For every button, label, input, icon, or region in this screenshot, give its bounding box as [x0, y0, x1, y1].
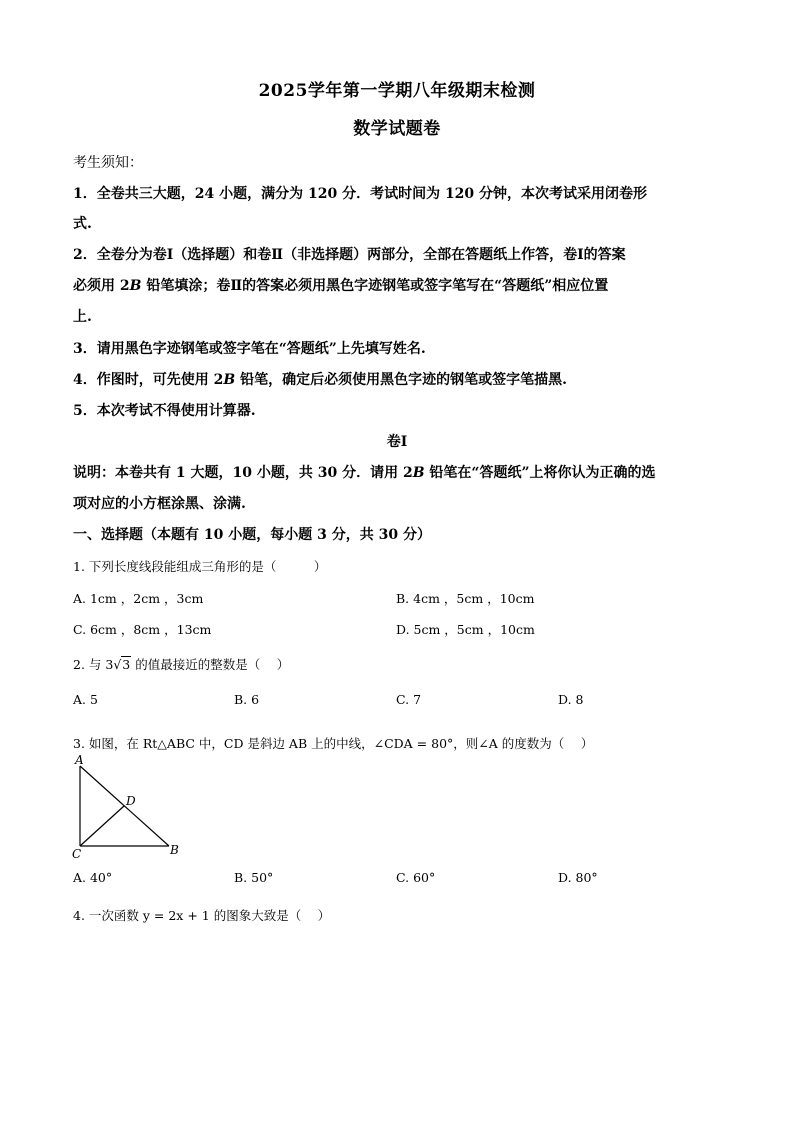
question-3-option-a: A. 40°	[73, 870, 113, 885]
question-2-option-d: D. 8	[558, 692, 584, 707]
section-description-cont: 项对应的小方框涂黑、涂满.	[73, 496, 246, 512]
vertex-label-a: A	[75, 753, 84, 767]
page-subtitle: 数学试题卷	[353, 119, 441, 139]
question-2-option-c: C. 7	[396, 692, 422, 707]
notice-item-1-cont: 式.	[73, 216, 92, 232]
question-2-option-b: B. 6	[234, 692, 260, 707]
section-title: 卷Ⅰ	[386, 434, 408, 450]
notice-item-5: 5．本次考试不得使用计算器.	[73, 403, 256, 419]
question-2-option-a: A. 5	[73, 692, 98, 707]
section-description: 说明：本卷共有 1 大题，10 小题，共 30 分．请用 2B 铅笔在“答题纸”上将你认为正确的选	[73, 465, 656, 481]
median-cd	[80, 806, 124, 846]
triangle-figure	[68, 752, 188, 862]
notice-item-3: 3．请用黑色字迹钢笔或签字笔在“答题纸”上先填写姓名.	[73, 341, 426, 357]
question-2-stem: 2. 与 3√3 的值最接近的整数是（ ）	[73, 657, 290, 672]
question-1-stem: 1. 下列长度线段能组成三角形的是（ ）	[73, 559, 327, 574]
vertex-label-b: B	[170, 843, 179, 857]
vertex-label-c: C	[72, 847, 82, 861]
page-title: 2025学年第一学期八年级期末检测	[258, 81, 536, 101]
notice-item-2: 2．全卷分为卷Ⅰ（选择题）和卷Ⅱ（非选择题）两部分，全部在答题纸上作答，卷Ⅰ的答案	[73, 247, 626, 263]
question-1-option-c: C. 6cm ，8cm ，13cm	[73, 622, 212, 637]
question-3-stem: 3. 如图，在 Rt△ABC 中，CD 是斜边 AB 上的中线，∠CDA = 80°，则∠A 的度数为（ ）	[73, 736, 594, 751]
notice-item-2-cont: 必须用 2B 铅笔填涂；卷Ⅱ的答案必须用黑色字迹钢笔或签字笔写在“答题纸”相应位置	[73, 278, 609, 294]
question-1-option-b: B. 4cm ，5cm ，10cm	[396, 591, 535, 606]
notice-item-2-end: 上.	[73, 309, 92, 325]
question-4-stem: 4. 一次函数 y = 2x + 1 的图象大致是（ ）	[73, 908, 331, 923]
notice-item-1: 1．全卷共三大题，24 小题，满分为 120 分．考试时间为 120 分钟，本次考试采用闭卷形	[73, 186, 648, 202]
sqrt-symbol: √3	[113, 657, 131, 672]
question-3-option-c: C. 60°	[396, 870, 436, 885]
question-3-option-b: B. 50°	[234, 870, 274, 885]
notice-item-4: 4．作图时，可先使用 2B 铅笔，确定后必须使用黑色字迹的钢笔或签字笔描黑.	[73, 372, 567, 388]
vertex-label-d: D	[126, 794, 136, 808]
question-1-option-d: D. 5cm ，5cm ，10cm	[396, 622, 535, 637]
question-1-option-a: A. 1cm ，2cm ，3cm	[73, 591, 204, 606]
notice-heading: 考生须知：	[73, 155, 143, 171]
question-3-option-d: D. 80°	[558, 870, 598, 885]
part-heading: 一、选择题（本题有 10 小题，每小题 3 分，共 30 分）	[73, 527, 431, 543]
